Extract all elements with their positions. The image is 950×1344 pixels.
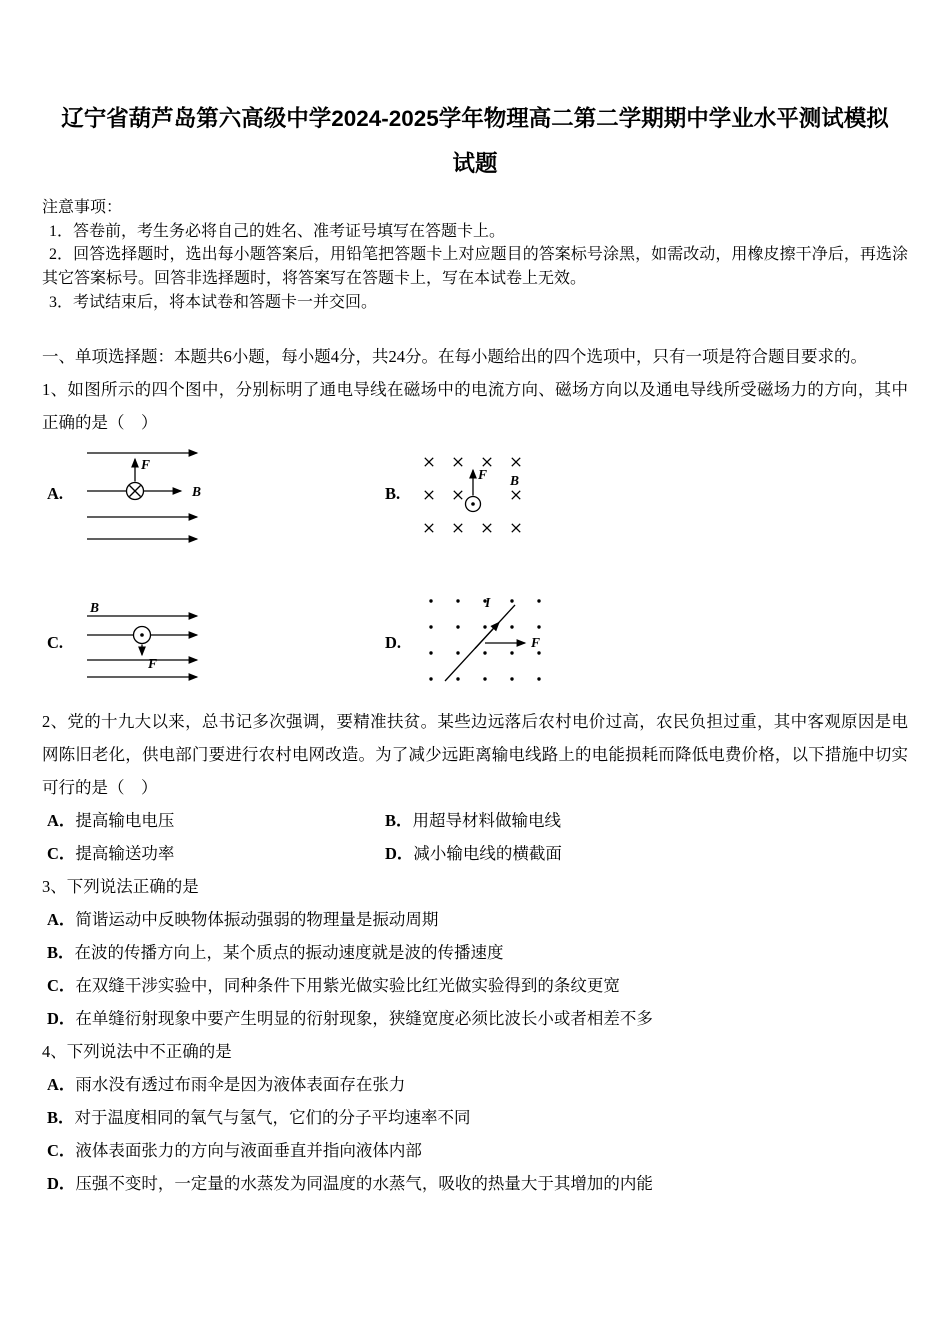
notice-item-3: 3．考试结束后，将本试卷和答题卡一并交回。: [49, 293, 378, 311]
q4-option-d-text: 压强不变时，一定量的水蒸发为同温度的水蒸气，吸收的热量大于其增加的内能: [75, 1174, 653, 1194]
figure-a-label: A.: [47, 484, 64, 504]
q2-option-b: [380, 804, 908, 837]
figure-option-a: [42, 445, 380, 543]
q2-option-c-text: 提高输送功率: [75, 844, 175, 864]
q4-option-c-text: 液体表面张力的方向与液面垂直并指向液体内部: [75, 1141, 422, 1161]
q4-option-b: [42, 1101, 908, 1134]
notice-heading: 注意事项：: [42, 199, 123, 216]
diagram-a: [85, 445, 210, 543]
q2-option-d-label: D．: [385, 844, 414, 864]
field-label: B: [90, 602, 100, 616]
q2-option-c-label: C．: [47, 844, 76, 864]
figure-option-b: [380, 445, 908, 543]
current-into-page-symbol: [127, 483, 144, 500]
q4-option-c-label: C．: [47, 1141, 76, 1161]
q4-option-a-label: A．: [47, 1075, 76, 1095]
q3-option-d-text: 在单缝衍射现象中要产生明显的衍射现象，狭缝宽度必须比波长小或者相差不多: [75, 1009, 653, 1029]
q4-option-b-text: 对于温度相同的氧气与氢气，它们的分子平均速率不同: [74, 1108, 471, 1128]
figure-c-label: C.: [47, 633, 64, 653]
q3-option-a: [42, 903, 908, 936]
q4-option-c: [42, 1134, 908, 1167]
q3-option-b: [42, 936, 908, 969]
question-2-text: 2、党的十九大以来，总书记多次强调，要精准扶贫。某些边远落后农村电价过高，农民负担过重，其中客观原因是电网陈旧老化，供电部门要进行农村电网改造。为了减少远距离输电线路上的电能损耗而降低电费价格，以下措施中切实可行的是（ ）: [42, 712, 908, 798]
current-label: I: [485, 595, 491, 611]
q2-option-a-label: A．: [47, 811, 76, 831]
diagram-c: [85, 602, 210, 684]
q2-option-d: [380, 837, 908, 870]
figure-row-2: [42, 593, 908, 693]
q4-option-d: [42, 1167, 908, 1200]
paper-title: [42, 96, 908, 186]
question-body: [42, 340, 908, 1200]
q2-option-d-text: 减小输电线的横截面: [413, 844, 562, 864]
paper-title-line-2: 试题: [452, 151, 498, 176]
current-out-of-page-symbol: [466, 496, 481, 511]
force-label: F: [148, 656, 158, 672]
figure-option-d: [380, 593, 908, 693]
diagram-b: [422, 452, 527, 537]
q4-option-a-text: 雨水没有透过布雨伞是因为液体表面存在张力: [75, 1075, 406, 1095]
q3-option-c-text: 在双缝干涉实验中，同种条件下用紫光做实验比红光做实验得到的条纹更宽: [75, 976, 620, 996]
question-2-options: [42, 804, 908, 870]
question-4-text: 4、下列说法中不正确的是: [42, 1042, 232, 1062]
figure-option-c: [42, 593, 380, 693]
figure-row-1: [42, 445, 908, 543]
paper-title-line-1: 辽宁省葫芦岛第六高级中学2024-2025学年物理高二第二学期期中学业水平测试模拟: [61, 106, 889, 131]
question-3-text: 3、下列说法正确的是: [42, 877, 199, 897]
q2-option-a: [42, 804, 380, 837]
q2-option-a-text: 提高输电电压: [75, 811, 175, 831]
force-label: F: [531, 635, 541, 651]
q3-option-a-text: 简谐运动中反映物体振动强弱的物理量是振动周期: [75, 910, 439, 930]
q4-option-d-label: D．: [47, 1174, 76, 1194]
diagram-d: [423, 593, 553, 693]
q3-option-c: [42, 969, 908, 1002]
notice-item-2: 2．回答选择题时，选出每小题答案后，用铅笔把答题卡上对应题目的答案标号涂黑，如需改动，用橡皮擦干净后，再选涂其它答案标号。回答非选择题时，将答案写在答题卡上，写在本试卷上无效。: [42, 246, 908, 288]
section-1-heading: 一、单项选择题：本题共6小题，每小题4分，共24分。在每小题给出的四个选项中，只有一项是符合题目要求的。: [42, 347, 867, 367]
figure-d-label: D.: [385, 633, 402, 653]
field-label: B: [192, 484, 202, 500]
question-1-figures: [42, 445, 908, 693]
q3-option-c-label: C．: [47, 976, 76, 996]
field-label: B: [510, 472, 520, 488]
force-label: F: [141, 457, 151, 473]
q2-option-b-text: 用超导材料做输电线: [412, 811, 562, 831]
question-1-text: 1、如图所示的四个图中，分别标明了通电导线在磁场中的电流方向、磁场方向以及通电导线所受磁场力的方向，其中正确的是（ ）: [42, 380, 908, 433]
notice-item-1: 1．答卷前，考生务必将自己的姓名、准考证号填写在答题卡上。: [49, 222, 506, 240]
q3-option-d-label: D．: [47, 1009, 76, 1029]
figure-b-label: B.: [385, 484, 401, 504]
q2-option-b-label: B．: [385, 811, 413, 831]
current-direction-arrow: [475, 623, 499, 649]
q3-option-b-label: B．: [47, 943, 75, 963]
q4-option-a: [42, 1068, 908, 1101]
q3-option-d: [42, 1002, 908, 1035]
current-out-of-page-symbol: [134, 627, 151, 644]
q3-option-b-text: 在波的传播方向上，某个质点的振动速度就是波的传播速度: [74, 943, 504, 963]
force-label: F: [478, 466, 488, 482]
q2-option-c: [42, 837, 380, 870]
notice-section: [42, 196, 908, 314]
q3-option-a-label: A．: [47, 910, 76, 930]
field-out-of-page-dots: [429, 600, 540, 681]
q4-option-b-label: B．: [47, 1108, 75, 1128]
